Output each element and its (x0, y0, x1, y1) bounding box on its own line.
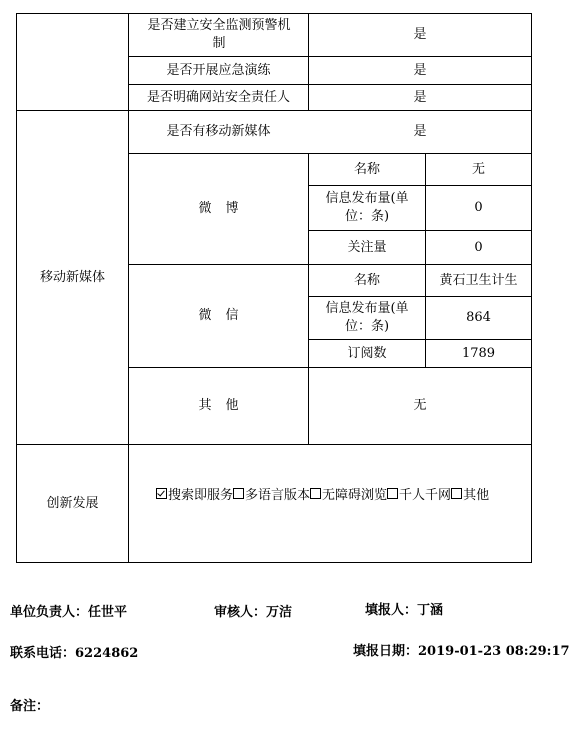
weixin-label: 微信 (198, 308, 253, 323)
weibo-posts-value: 0 (474, 200, 483, 215)
monitoring-value: 是 (413, 26, 427, 42)
drill-label: 是否开展应急演练 (166, 62, 271, 78)
other-label: 其他 (198, 398, 253, 413)
checkbox-personalized[interactable] (387, 488, 398, 499)
weibo-followers-value: 0 (474, 239, 483, 255)
unit-head: 单位负责人：任世平 (10, 605, 128, 620)
weibo-name-value: 无 (471, 161, 485, 177)
weixin-name-label: 名称 (353, 272, 380, 288)
monitoring-label: 是否建立安全监测预警机制 (147, 17, 291, 51)
option-label: 千人千网 (399, 488, 452, 503)
drill-value: 是 (413, 62, 427, 78)
filler: 填报人：丁涵 (365, 603, 444, 618)
remark: 备注： (10, 699, 50, 714)
option-label: 无障碍浏览 (322, 488, 388, 503)
table-border-right (531, 13, 532, 563)
weixin-posts-value: 864 (466, 310, 491, 325)
weixin-subs-value: 1789 (461, 345, 496, 361)
checkbox-search-service[interactable] (156, 488, 167, 499)
has-mobile-label: 是否有移动新媒体 (166, 124, 271, 139)
weibo-name-label: 名称 (353, 161, 380, 177)
checkbox-other[interactable] (451, 488, 462, 499)
has-mobile-value: 是 (413, 124, 427, 139)
fill-date: 填报日期：2019-01-23 08:29:17 (353, 644, 570, 659)
option-label: 其他 (463, 488, 490, 503)
weibo-label: 微博 (198, 201, 253, 216)
option-label: 搜索即服务 (168, 488, 234, 503)
responsible-label: 是否明确网站安全责任人 (146, 89, 290, 105)
weibo-posts-label: 信息发布量(单位：条) (325, 191, 409, 224)
responsible-value: 是 (413, 89, 427, 105)
option-label: 多语言版本 (245, 488, 311, 503)
innovation-section-label: 创新发展 (46, 495, 99, 511)
weixin-name-value: 黄石卫生计生 (439, 272, 518, 288)
innovation-options (156, 484, 489, 503)
weixin-subs-label: 订阅数 (347, 345, 387, 361)
weibo-followers-label: 关注量 (347, 239, 387, 255)
mobile-section-label: 移动新媒体 (39, 269, 105, 285)
checkbox-multilingual[interactable] (233, 488, 244, 499)
checkbox-accessibility[interactable] (310, 488, 321, 499)
contact-phone: 联系电话：6224862 (10, 646, 139, 661)
weixin-posts-label: 信息发布量(单位：条) (325, 301, 409, 334)
reviewer: 审核人：万洁 (214, 605, 293, 620)
table-border-bottom (16, 562, 532, 563)
other-value: 无 (413, 398, 427, 413)
